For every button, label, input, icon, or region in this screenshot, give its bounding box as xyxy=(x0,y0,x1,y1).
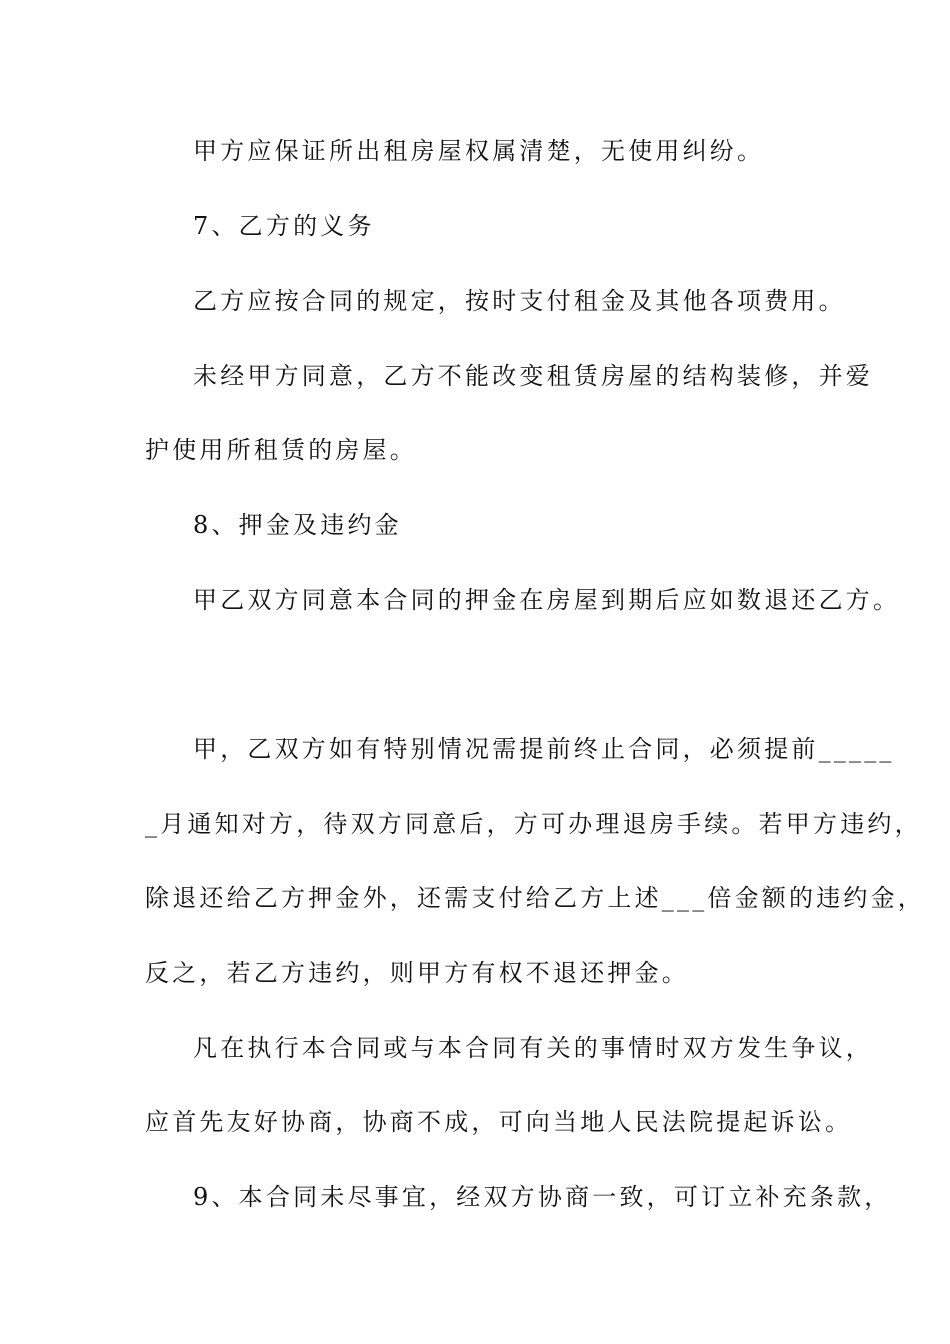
section-heading-deposit-and-penalty: 8、押金及违约金 xyxy=(193,511,402,539)
paragraph-early-termination-line-2: _月通知对方，待双方同意后，方可办理退房手续。若甲方违约， xyxy=(145,810,922,838)
paragraph-no-structural-change-line-1: 未经甲方同意，乙方不能改变租赁房屋的结构装修，并爱 xyxy=(193,362,873,390)
paragraph-dispute-resolution-line-2: 应首先友好协商，协商不成，可向当地人民法院提起诉讼。 xyxy=(145,1108,853,1136)
paragraph-early-termination-line-4: 反之，若乙方违约，则甲方有权不退还押金。 xyxy=(145,959,689,987)
paragraph-early-termination-line-3: 除退还给乙方押金外，还需支付给乙方上述___倍金额的违约金， xyxy=(145,884,925,912)
paragraph-early-termination-line-1: 甲，乙双方如有特别情况需提前终止合同，必须提前_____ xyxy=(193,735,895,763)
paragraph-landlord-title-guarantee: 甲方应保证所出租房屋权属清楚，无使用纠纷。 xyxy=(193,137,765,165)
paragraph-rent-payment: 乙方应按合同的规定，按时支付租金及其他各项费用。 xyxy=(193,287,846,315)
paragraph-supplementary-clauses: 9、本合同未尽事宜，经双方协商一致，可订立补充条款， xyxy=(193,1183,892,1211)
paragraph-no-structural-change-line-2: 护使用所租赁的房屋。 xyxy=(145,436,417,464)
section-heading-tenant-obligations: 7、乙方的义务 xyxy=(193,212,375,240)
paragraph-dispute-resolution-line-1: 凡在执行本合同或与本合同有关的事情时双方发生争议， xyxy=(193,1034,873,1062)
paragraph-deposit-refund: 甲乙双方同意本合同的押金在房屋到期后应如数退还乙方。 xyxy=(193,586,901,614)
